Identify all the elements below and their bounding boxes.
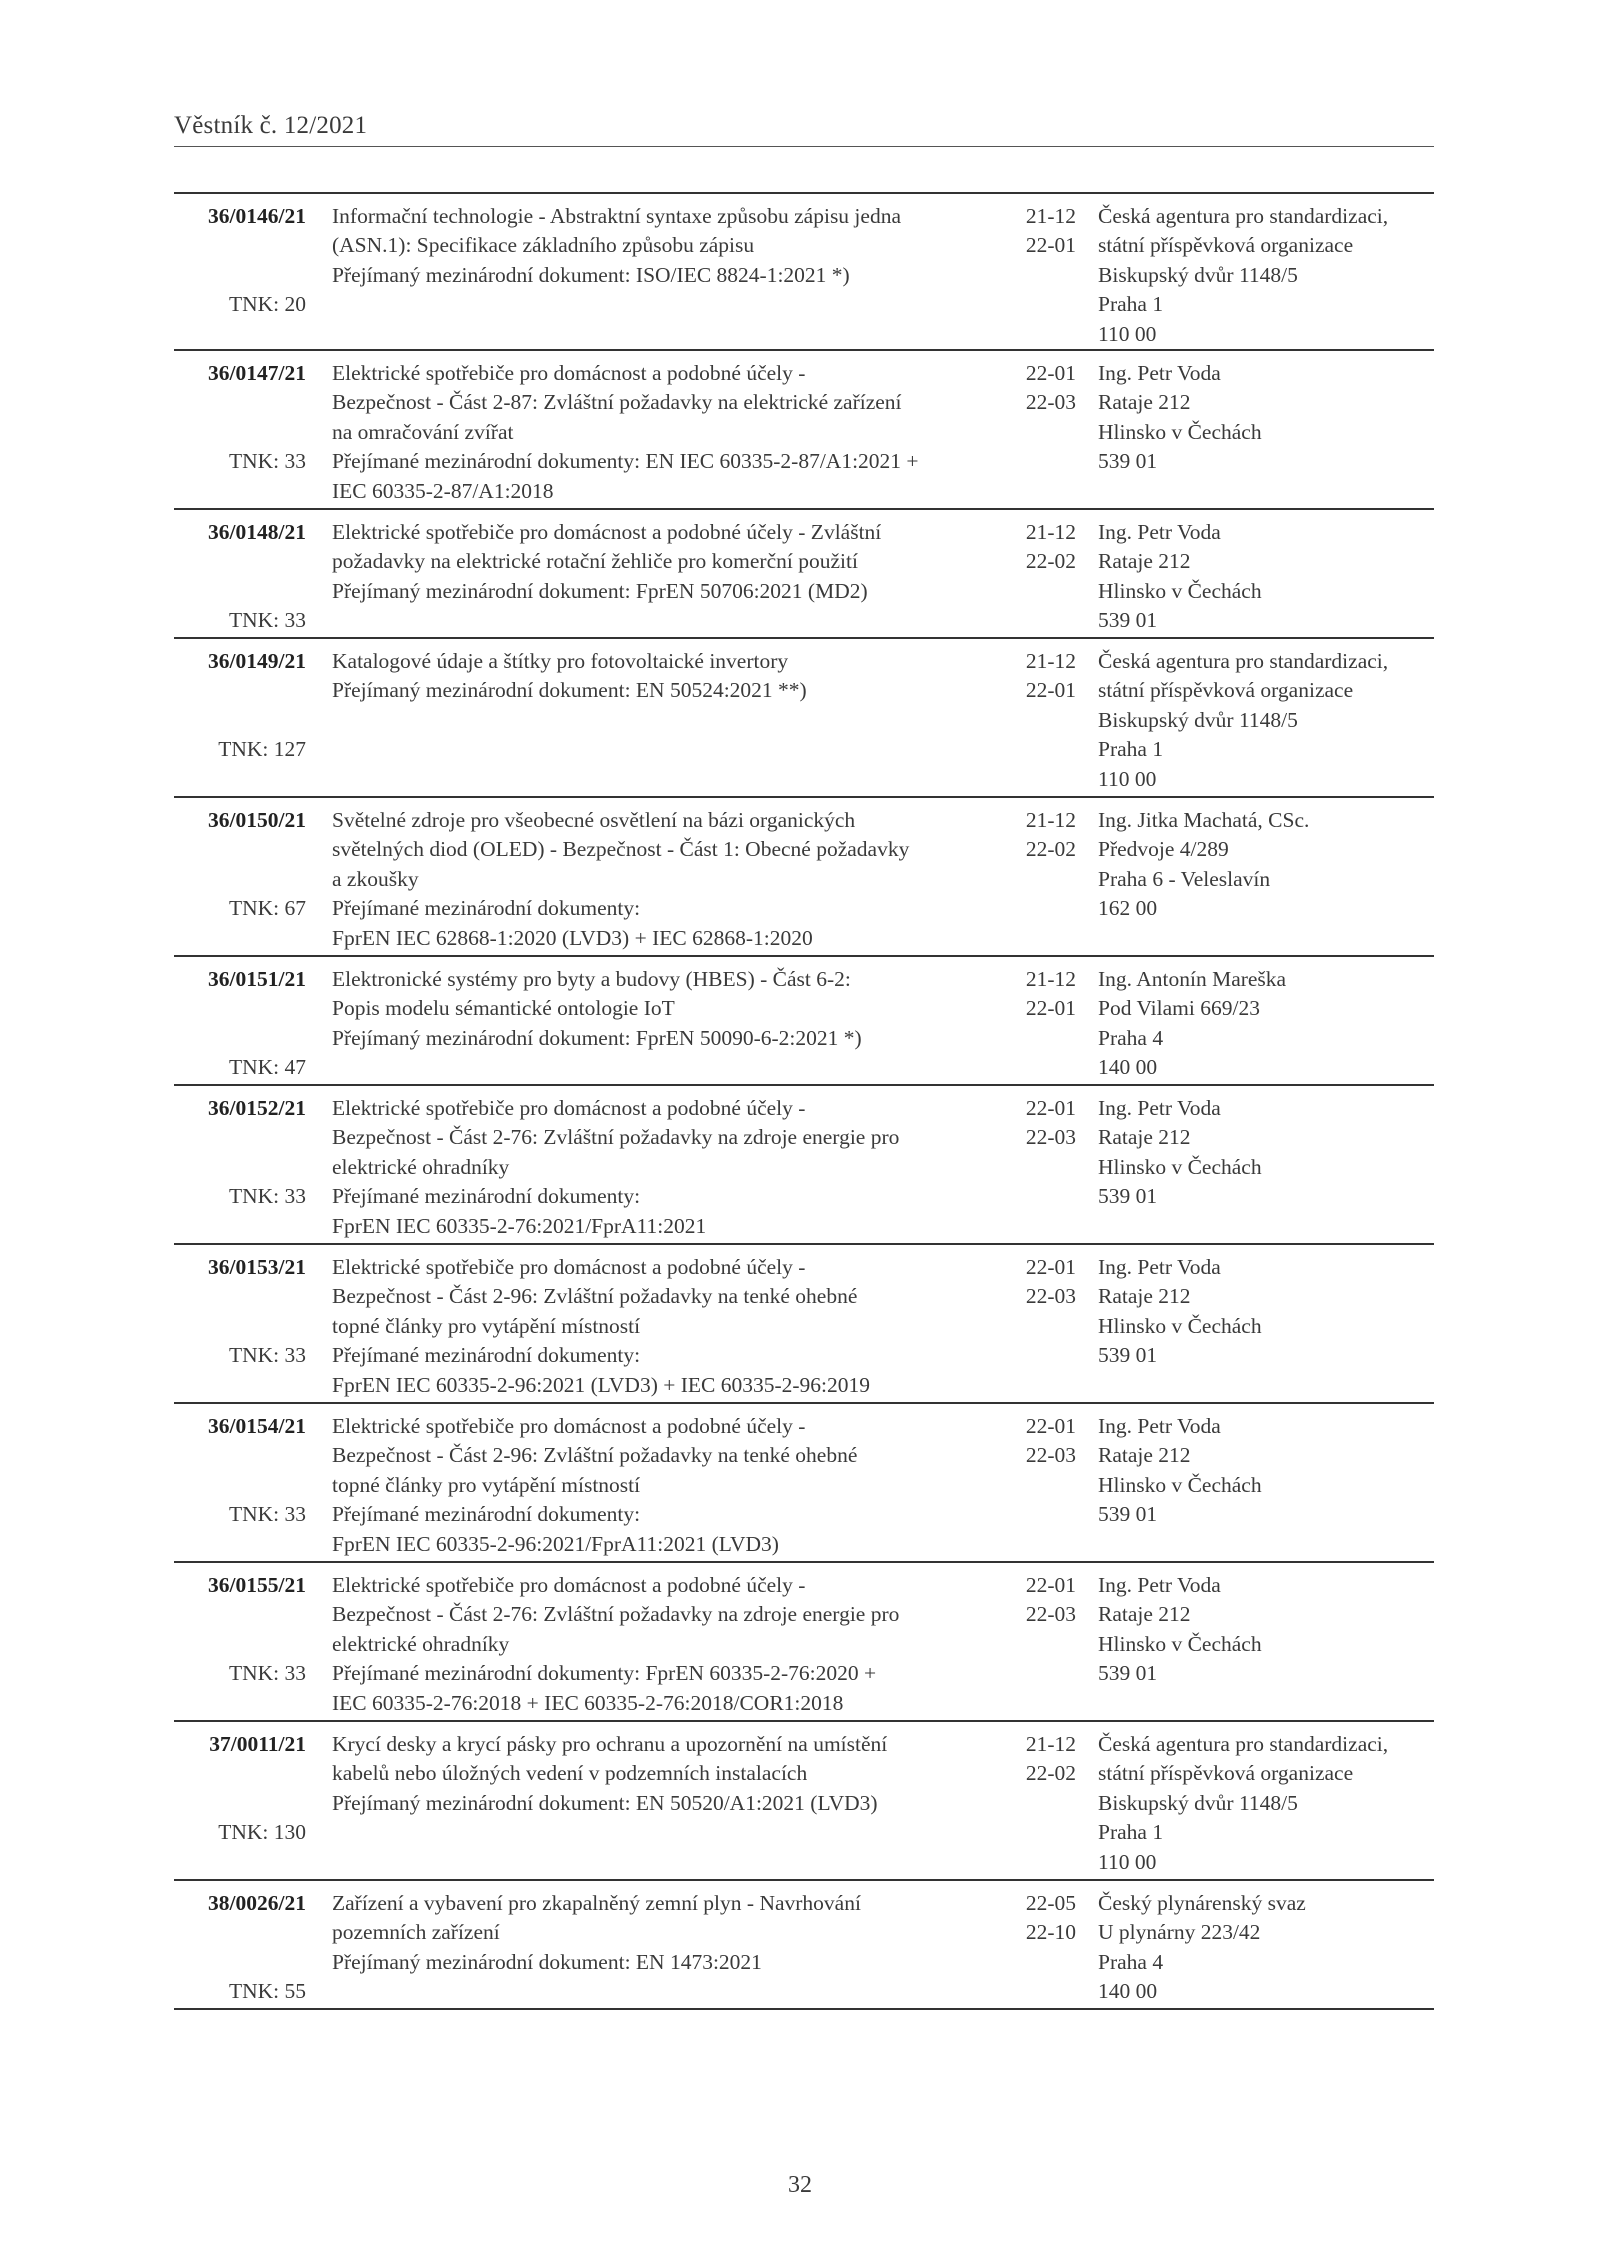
address-line: 539 01 [1098,1184,1158,1209]
table-row [174,798,1434,957]
address-line: Ing. Jitka Machatá, CSc. [1098,808,1310,832]
address-line: Hlinsko v Čechách [1098,1472,1262,1497]
date-code: 22-01 [1025,233,1076,258]
dates-cell [1012,518,1076,577]
date-code: 22-01 [1025,1573,1076,1597]
table-row [174,1881,1434,2010]
title-line: Bezpečnost - Část 2-76: Zvláštní požadavky na zdroje energie pro [332,1125,900,1150]
processor-address-cell [1098,1412,1438,1530]
tnk-code: TNK: 33 [228,449,306,474]
title-line: Popis modelu sémantické ontologie IoT [332,996,675,1021]
date-code: 22-03 [1025,1602,1076,1627]
record-id-cell [174,1412,306,1561]
tnk-code: TNK: 33 [228,1661,306,1686]
tnk-code: TNK: 55 [228,1979,306,2004]
tnk-code: TNK: 130 [218,1820,306,1845]
address-line: Česká agentura pro standardizaci, [1098,1732,1389,1756]
address-line: Česká agentura pro standardizaci, [1098,649,1389,673]
title-line: Přejímaný mezinárodní dokument: FprEN 50090-6-2:2021 *) [332,1025,862,1050]
record-id: 37/0011/21 [209,1732,306,1756]
tnk-code: TNK: 33 [228,1343,306,1368]
title-line: na omračování zvířat [332,419,514,444]
title-line: Krycí desky a krycí pásky pro ochranu a upozornění na umístění [332,1732,888,1756]
date-code: 22-03 [1025,390,1076,415]
date-code: 22-01 [1025,1255,1076,1279]
title-line: a zkoušky [332,866,419,891]
dates-cell [1012,202,1076,261]
record-id: 38/0026/21 [208,1891,306,1915]
processor-address-cell [1098,1094,1438,1212]
address-line: 110 00 [1098,766,1157,791]
dates-cell [1012,806,1076,865]
address-line: 539 01 [1098,1661,1158,1686]
title-line: FprEN IEC 60335-2-96:2021 (LVD3) + IEC 60335-2-96:2019 [332,1372,871,1397]
title-line: Elektrické spotřebiče pro domácnost a podobné účely - [332,1414,806,1438]
address-line: Ing. Petr Voda [1098,1414,1221,1438]
tnk-code: TNK: 33 [228,608,306,633]
title-line: Bezpečnost - Část 2-96: Zvláštní požadavky na tenké ohebné [332,1284,858,1309]
dates-cell [1012,647,1076,706]
address-line: 539 01 [1098,608,1158,633]
record-id: 36/0153/21 [208,1255,306,1279]
address-line: Rataje 212 [1098,1125,1191,1150]
title-line: Elektrické spotřebiče pro domácnost a podobné účely - Zvláštní [332,520,882,544]
address-line: 539 01 [1098,1502,1158,1527]
standard-title-cell [332,518,1022,606]
date-code: 22-02 [1025,1761,1076,1786]
title-line: Přejímaný mezinárodní dokument: ISO/IEC 8824-1:2021 *) [332,262,850,287]
title-line: Přejímaný mezinárodní dokument: EN 50524:2021 **) [332,678,807,703]
title-line: Katalogové údaje a štítky pro fotovoltaické invertory [332,649,789,673]
dates-cell [1012,1730,1076,1789]
record-id: 36/0148/21 [208,520,306,544]
date-code: 22-05 [1025,1891,1076,1915]
tnk-code: TNK: 20 [228,292,306,317]
standard-title-cell [332,647,1022,706]
address-line: 140 00 [1098,1055,1158,1080]
standard-title-cell [332,806,1022,953]
title-line: Přejímaný mezinárodní dokument: EN 50520/A1:2021 (LVD3) [332,1790,878,1815]
date-code: 22-01 [1025,361,1076,385]
tnk-code: TNK: 33 [228,1184,306,1209]
date-code: 21-12 [1025,649,1076,673]
address-line: Ing. Petr Voda [1098,1096,1221,1120]
table-row [174,1404,1434,1563]
record-id-cell [174,806,306,955]
address-line: Hlinsko v Čechách [1098,1154,1262,1179]
address-line: Rataje 212 [1098,549,1191,574]
standard-title-cell [332,1094,1022,1241]
date-code: 21-12 [1025,967,1076,991]
title-line: Bezpečnost - Část 2-96: Zvláštní požadavky na tenké ohebné [332,1443,858,1468]
address-line: státní příspěvková organizace [1098,1761,1354,1786]
address-line: 539 01 [1098,449,1158,474]
address-line: Hlinsko v Čechách [1098,578,1262,603]
record-id: 36/0146/21 [208,204,306,228]
title-line: FprEN IEC 62868-1:2020 (LVD3) + IEC 62868-1:2020 [332,925,813,950]
record-id: 36/0154/21 [208,1414,306,1438]
record-id: 36/0147/21 [208,361,306,385]
record-id-cell [174,1730,306,1879]
processor-address-cell [1098,359,1438,477]
dates-cell [1012,1889,1076,1948]
table-row [174,1086,1434,1245]
standard-title-cell [332,965,1022,1053]
processor-address-cell [1098,1730,1438,1877]
address-line: 162 00 [1098,896,1158,921]
record-id: 36/0155/21 [208,1573,306,1597]
address-line: Rataje 212 [1098,1284,1191,1309]
dates-cell [1012,965,1076,1024]
table-row [174,957,1434,1086]
dates-cell [1012,1571,1076,1630]
standard-title-cell [332,1730,1022,1818]
processor-address-cell [1098,1889,1438,2007]
record-id-cell [174,1571,306,1720]
address-line: Praha 1 [1098,292,1164,317]
address-line: Ing. Antonín Mareška [1098,967,1287,991]
title-line: Elektronické systémy pro byty a budovy (HBES) - Část 6-2: [332,967,851,991]
date-code: 22-01 [1025,996,1076,1021]
address-line: Rataje 212 [1098,1602,1191,1627]
address-line: státní příspěvková organizace [1098,678,1354,703]
record-id-cell [174,965,306,1084]
address-line: Praha 4 [1098,1949,1164,1974]
address-line: Praha 1 [1098,1820,1164,1845]
address-line: Pod Vilami 669/23 [1098,996,1260,1021]
dates-cell [1012,1253,1076,1312]
page-header [174,112,1434,147]
date-code: 22-10 [1025,1920,1076,1945]
address-line: Praha 1 [1098,737,1164,762]
title-line: kabelů nebo úložných vedení v podzemních instalacích [332,1761,808,1786]
date-code: 22-02 [1025,549,1076,574]
title-line: Bezpečnost - Část 2-87: Zvláštní požadavky na elektrické zařízení [332,390,902,415]
record-id: 36/0152/21 [208,1096,306,1120]
title-line: Přejímané mezinárodní dokumenty: [332,1343,641,1368]
date-code: 21-12 [1025,1732,1076,1756]
standards-table [174,192,1434,2010]
processor-address-cell [1098,806,1438,924]
record-id-cell [174,1094,306,1243]
address-line: 539 01 [1098,1343,1158,1368]
dates-cell [1012,359,1076,418]
record-id-cell [174,1253,306,1402]
processor-address-cell [1098,202,1438,349]
title-line: (ASN.1): Specifikace základního způsobu zápisu [332,233,755,258]
title-line: Informační technologie - Abstraktní syntaxe způsobu zápisu jedna [332,204,901,228]
address-line: Hlinsko v Čechách [1098,1313,1262,1338]
record-id-cell [174,202,306,349]
tnk-code: TNK: 47 [228,1055,306,1080]
title-line: Elektrické spotřebiče pro domácnost a podobné účely - [332,1096,806,1120]
address-line: Praha 4 [1098,1025,1164,1050]
title-line: Přejímané mezinárodní dokumenty: FprEN 60335-2-76:2020 + [332,1661,877,1686]
title-line: IEC 60335-2-87/A1:2018 [332,478,554,503]
record-id: 36/0150/21 [208,808,306,832]
address-line: Ing. Petr Voda [1098,1255,1221,1279]
title-line: Bezpečnost - Část 2-76: Zvláštní požadavky na zdroje energie pro [332,1602,900,1627]
processor-address-cell [1098,1253,1438,1371]
date-code: 22-03 [1025,1443,1076,1468]
date-code: 22-01 [1025,1414,1076,1438]
address-line: Rataje 212 [1098,1443,1191,1468]
title-line: Elektrické spotřebiče pro domácnost a podobné účely - [332,1573,806,1597]
title-line: IEC 60335-2-76:2018 + IEC 60335-2-76:2018/COR1:2018 [332,1690,844,1715]
address-line: Biskupský dvůr 1148/5 [1098,707,1298,732]
address-line: Český plynárenský svaz [1098,1891,1306,1915]
address-line: Rataje 212 [1098,390,1191,415]
address-line: státní příspěvková organizace [1098,233,1354,258]
title-line: požadavky na elektrické rotační žehliče pro komerční použití [332,549,858,574]
address-line: Biskupský dvůr 1148/5 [1098,262,1298,287]
date-code: 22-03 [1025,1284,1076,1309]
record-id-cell [174,1889,306,2008]
address-line: 110 00 [1098,1849,1157,1874]
title-line: topné články pro vytápění místností [332,1472,641,1497]
address-line: Hlinsko v Čechách [1098,1631,1262,1656]
address-line: Biskupský dvůr 1148/5 [1098,1790,1298,1815]
address-line: Ing. Petr Voda [1098,520,1221,544]
tnk-code: TNK: 67 [228,896,306,921]
address-line: Hlinsko v Čechách [1098,419,1262,444]
standard-title-cell [332,1571,1022,1718]
tnk-code: TNK: 127 [218,737,306,762]
table-row [174,639,1434,798]
title-line: topné články pro vytápění místností [332,1313,641,1338]
address-line: 110 00 [1098,321,1157,346]
table-row [174,1722,1434,1881]
title-line: elektrické ohradníky [332,1631,510,1656]
date-code: 21-12 [1025,204,1076,228]
record-id-cell [174,647,306,796]
title-line: FprEN IEC 60335-2-76:2021/FprA11:2021 [332,1213,707,1238]
standard-title-cell [332,1412,1022,1559]
address-line: Praha 6 - Veleslavín [1098,866,1271,891]
date-code: 21-12 [1025,520,1076,544]
table-row [174,1245,1434,1404]
page-number: 32 [788,2172,812,2198]
tnk-code: TNK: 33 [228,1502,306,1527]
address-line: Ing. Petr Voda [1098,1573,1221,1597]
address-line: Ing. Petr Voda [1098,361,1221,385]
standard-title-cell [332,1889,1022,1977]
title-line: Přejímané mezinárodní dokumenty: [332,1502,641,1527]
title-line: Elektrické spotřebiče pro domácnost a podobné účely - [332,1255,806,1279]
date-code: 21-12 [1025,808,1076,832]
standard-title-cell [332,202,1022,290]
title-line: Přejímané mezinárodní dokumenty: [332,1184,641,1209]
record-id-cell [174,518,306,637]
title-line: Elektrické spotřebiče pro domácnost a podobné účely - [332,361,806,385]
title-line: pozemních zařízení [332,1920,500,1945]
table-row [174,351,1434,510]
standard-title-cell [332,359,1022,506]
title-line: Přejímané mezinárodní dokumenty: [332,896,641,921]
title-line: FprEN IEC 60335-2-96:2021/FprA11:2021 (LVD3) [332,1531,779,1556]
dates-cell [1012,1412,1076,1471]
record-id: 36/0151/21 [208,967,306,991]
address-line: U plynárny 223/42 [1098,1920,1261,1945]
address-line: Česká agentura pro standardizaci, [1098,204,1389,228]
date-code: 22-03 [1025,1125,1076,1150]
processor-address-cell [1098,518,1438,636]
record-id-cell [174,359,306,508]
standard-title-cell [332,1253,1022,1400]
title-line: elektrické ohradníky [332,1154,510,1179]
title-line: Přejímaný mezinárodní dokument: FprEN 50706:2021 (MD2) [332,578,868,603]
date-code: 22-01 [1025,678,1076,703]
table-row [174,1563,1434,1722]
address-line: Předvoje 4/289 [1098,837,1229,862]
record-id: 36/0149/21 [208,649,306,673]
title-line: Přejímaný mezinárodní dokument: EN 1473:2021 [332,1949,762,1974]
dates-cell [1012,1094,1076,1153]
address-line: 140 00 [1098,1979,1158,2004]
processor-address-cell [1098,647,1438,794]
table-row [174,510,1434,639]
title-line: Světelné zdroje pro všeobecné osvětlení na bázi organických [332,808,856,832]
title-line: Zařízení a vybavení pro zkapalněný zemní plyn - Navrhování [332,1891,861,1915]
journal-title: Věstník č. 12/2021 [174,112,368,139]
processor-address-cell [1098,1571,1438,1689]
table-row [174,194,1434,351]
processor-address-cell [1098,965,1438,1083]
date-code: 22-01 [1025,1096,1076,1120]
title-line: Přejímané mezinárodní dokumenty: EN IEC 60335-2-87/A1:2021 + [332,449,919,474]
title-line: světelných diod (OLED) - Bezpečnost - Část 1: Obecné požadavky [332,837,910,862]
date-code: 22-02 [1025,837,1076,862]
